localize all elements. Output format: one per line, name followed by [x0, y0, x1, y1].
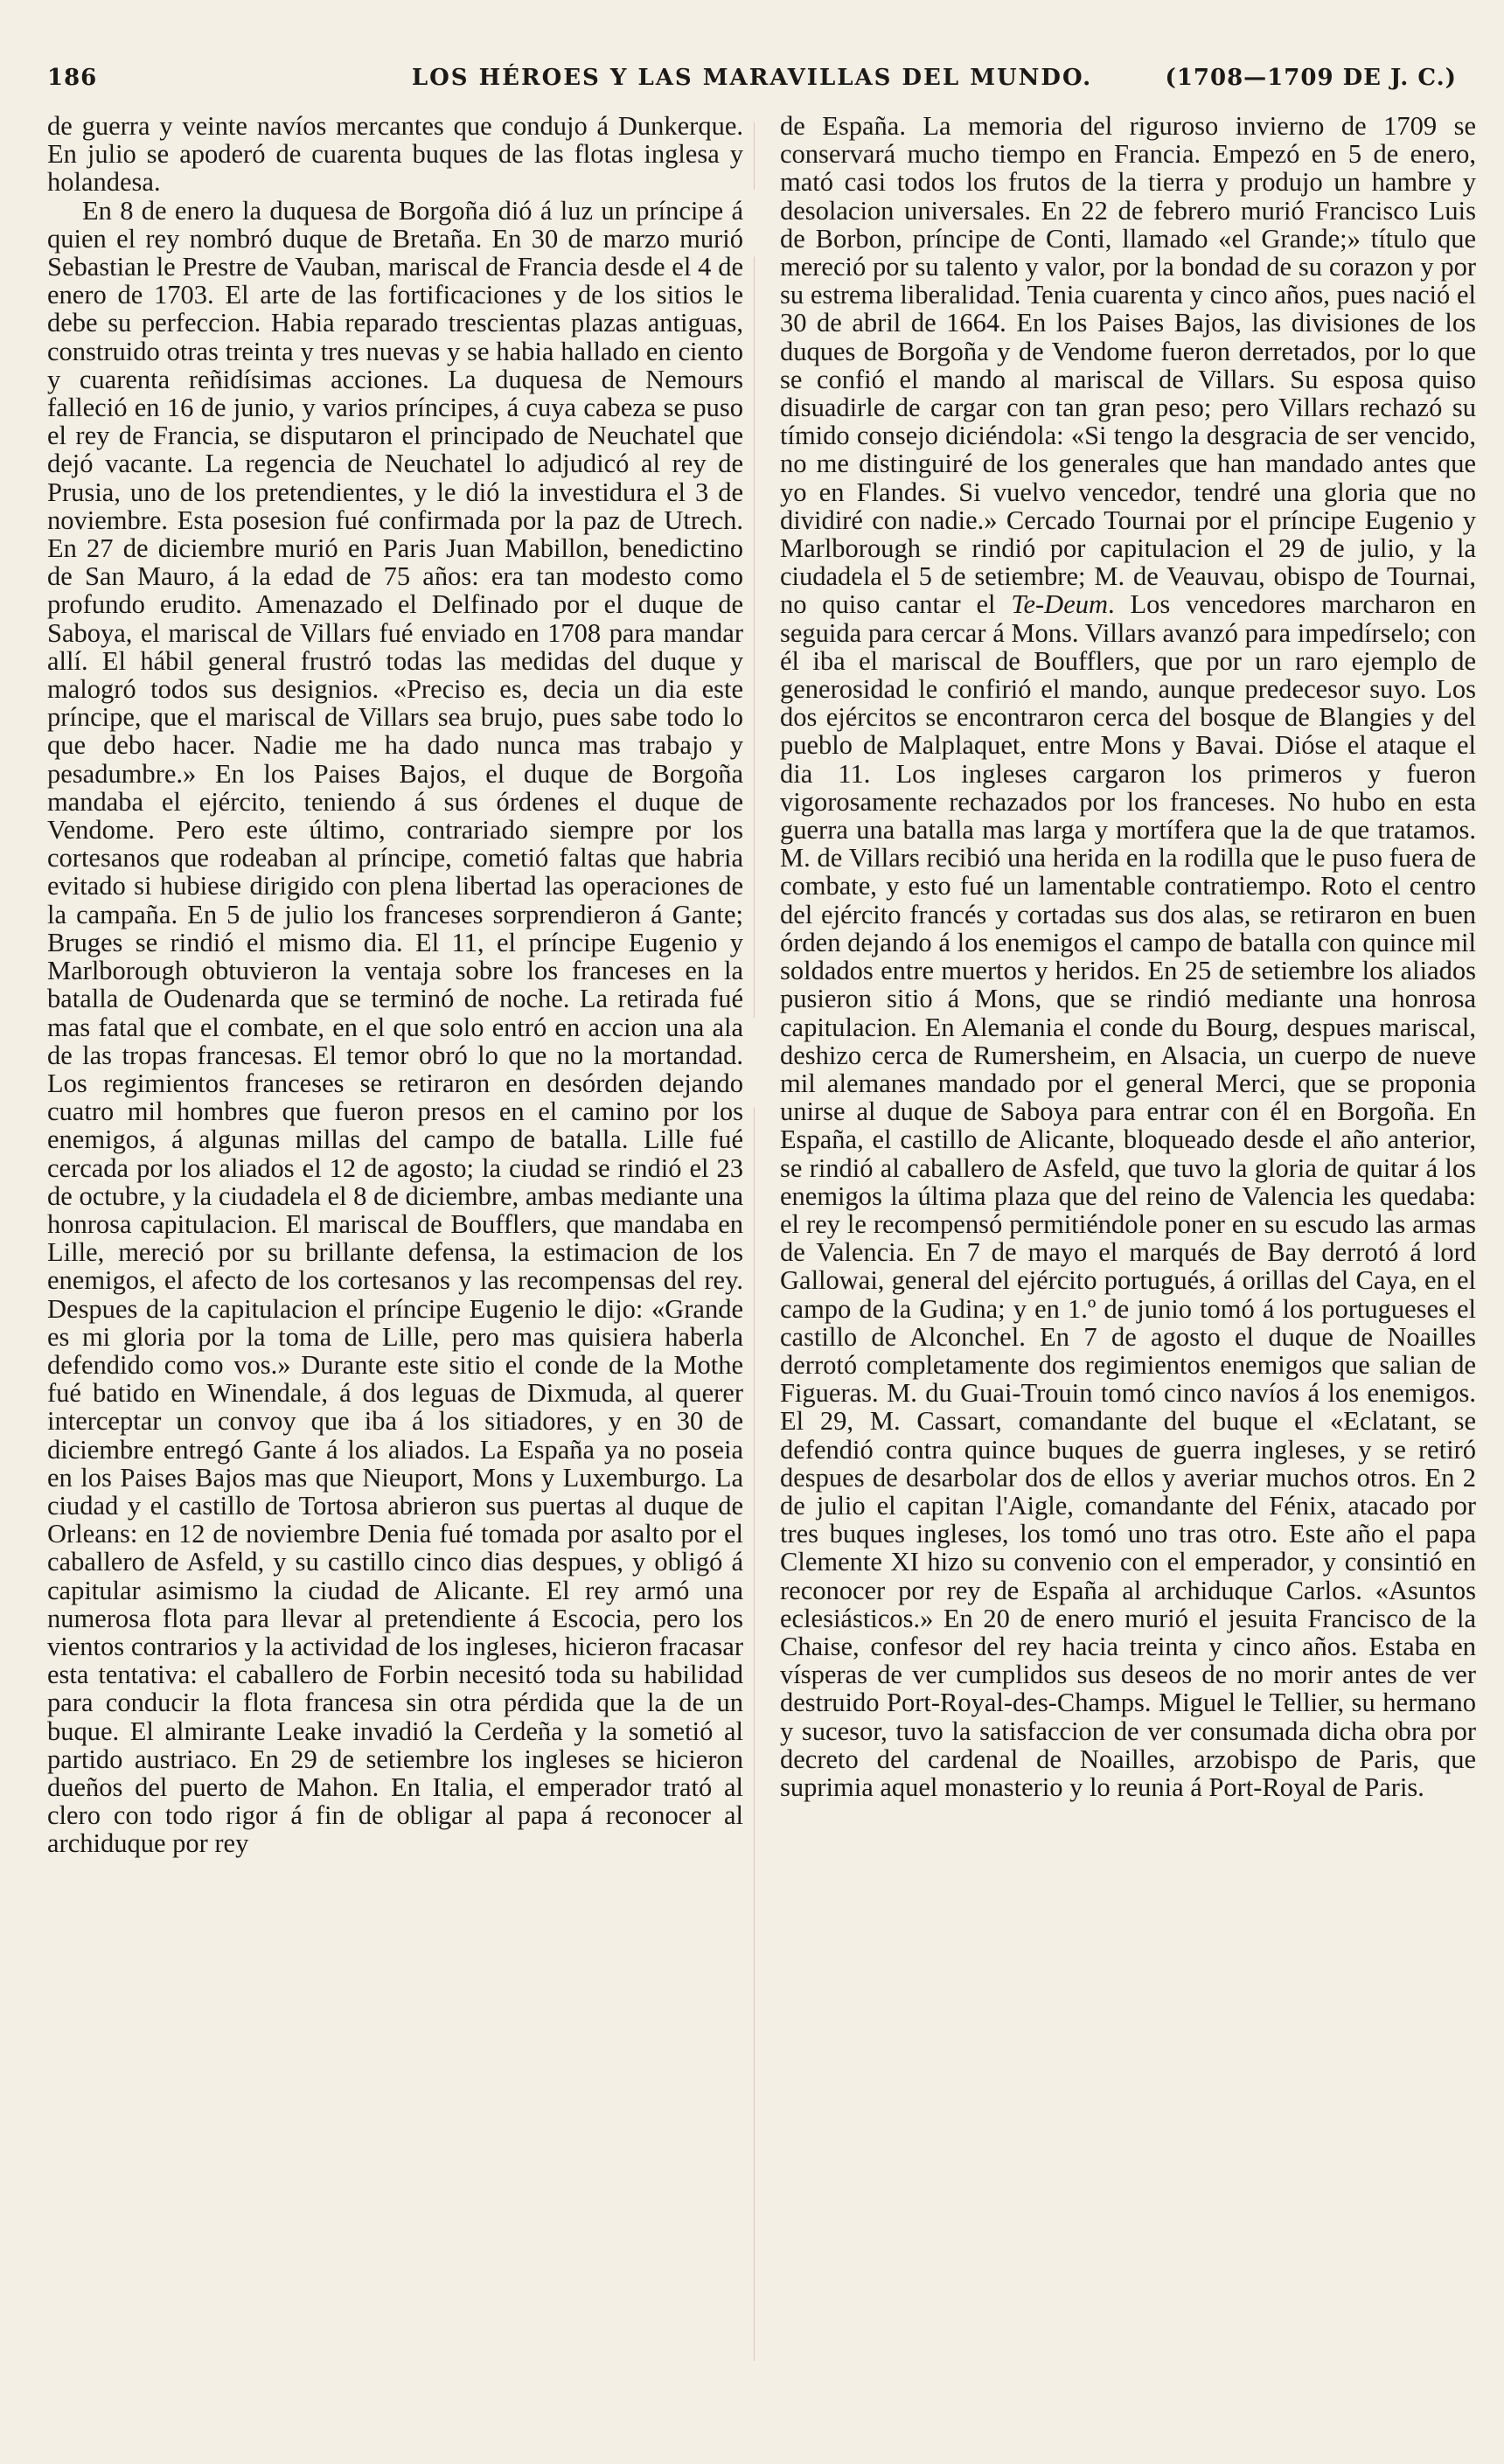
right-paragraph — [780, 112, 1476, 1801]
left-paragraph-continued: de guerra y veinte navíos mercantes que condujo á Dunkerque. En julio se apoderó de cuarenta buques de las flotas inglesa y holandesa. — [47, 111, 743, 198]
left-column — [47, 112, 743, 2420]
running-title: LOS HÉROES Y LAS MARAVILLAS DEL MUNDO. — [411, 65, 1093, 91]
page-header — [47, 59, 1457, 101]
right-text-part-2: . Los vencedores marcharon en seguida para cercar á Mons. Villars avanzó para impedírselo; con él iba el mariscal de Boufflers, que por un raro ejemplo de generosidad le confirió el mando, aunque predecesor suyo. Los dos ejércitos se encontraron cerca del bosque de Blangies y del pueblo de Malplaquet, entre Mons y Bavai. Dióse el ataque el dia 11. Los ingleses cargaron los primeros y fueron vigorosamente rechazados por los franceses. No hubo en esta guerra una batalla mas larga y mortífera que la de que tratamos. M. de Villars recibió una herida en la rodilla que le puso fuera de combate, y esto fué un lamentable contratiempo. Roto el centro del ejército francés y cortadas sus dos alas, se retiraron en buen órden dejando á los enemigos el campo de batalla con quince mil soldados entre muertos y heridos. En 25 de setiembre los aliados pusieron sitio á Mons, que se rindió mediante una honrosa capitulacion. En Alemania el conde du Bourg, despues mariscal, deshizo cerca de Rumersheim, en Alsacia, un cuerpo de nueve mil alemanes mandado por el general Merci, que se proponia unirse al duque de Saboya para entrar con él en Borgoña. En España, el castillo de Alicante, bloqueado desde el año anterior, se rindió al caballero de Asfeld, que tuvo la gloria de quitar á los enemigos la última plaza que del reino de Valencia les quedaba: el rey le recompensó permitiéndole poner en su escudo las armas de Valencia. En 7 de mayo el marqués de Bay derrotó á lord Gallowai, general del ejército portugués, á orillas del Caya, en el campo de la Gudina; y en 1.º de junio tomó á los portugueses el castillo de Alconchel. En 7 de agosto el duque de Noailles derrotó completamente dos regimientos enemigos que salian de Figueras. M. du Guai-Trouin tomó cinco navíos á los enemigos. El 29, M. Cassart, comandante del buque el «Eclatant, se defendió contra quince buques de guerra ingleses, y se retiró despues de desarbolar dos de ellos y averiar muchos otros. En 2 de julio el capitan l'Aigle, comandante del Fénix, atacado por tres buques ingleses, los tomó uno tras otro. Este año el papa Clemente XI hizo su convenio con el emperador, y consintió en reconocer por rey de España al archiduque Carlos. «Asuntos eclesiásticos.» En 20 de enero murió el jesuita Francisco de la Chaise, confesor del rey hacia treinta y cinco años. Estaba en vísperas de ver cumplidos sus deseos de no morir antes de ver destruido Port-Royal-des-Champs. Miguel le Tellier, su hermano y sucesor, tuvo la satisfaccion de ver consumada dicha obra por decreto del cardenal de Noailles, arzobispo de Paris, que suprimia aquel monasterio y lo reunia á Port-Royal de Paris. — [780, 589, 1476, 1802]
date-range: (1708—1709 DE J. C.) — [1165, 65, 1457, 91]
page-number: 186 — [47, 65, 98, 91]
right-column — [780, 112, 1476, 2420]
column-divider — [754, 122, 755, 2361]
left-paragraph-main: En 8 de enero la duquesa de Borgoña dió á luz un príncipe á quien el rey nombró duque de Bretaña. En 30 de marzo murió Sebastian le Prestre de Vauban, mariscal de Francia desde el 4 de enero de 1703. El arte de las fortificaciones y de los sitios le debe su perfeccion. Habia reparado trescientas plazas antiguas, construido otras treinta y tres nuevas y se habia hallado en ciento y cuarenta reñidísimas acciones. La duquesa de Nemours falleció en 16 de junio, y varios príncipes, á cuya cabeza se puso el rey de Francia, se disputaron el principado de Neuchatel que dejó vacante. La regencia de Neuchatel lo adjudicó al rey de Prusia, uno de los pretendientes, y le dió la investidura el 3 de noviembre. Esta posesion fué confirmada por la paz de Utrech. En 27 de diciembre murió en Paris Juan Mabillon, benedictino de San Mauro, á la edad de 75 años: era tan modesto como profundo erudito. Amenazado el Delfinado por el duque de Saboya, el mariscal de Villars fué enviado en 1708 para mandar allí. El hábil general frustró todas las medidas del duque y malogró todos sus designios. «Preciso es, decia un dia este príncipe, que el mariscal de Villars sea brujo, pues sabe todo lo que debo hacer. Nadie me ha dado nunca mas trabajo y pesadumbre.» En los Paises Bajos, el duque de Borgoña mandaba el ejército, teniendo á sus órdenes el duque de Vendome. Pero este último, contrariado siempre por los cortesanos que rodeaban al príncipe, cometió faltas que habria evitado si hubiese dirigido con plena libertad las operaciones de la campaña. En 5 de julio los franceses sorprendieron á Gante; Bruges se rindió el mismo dia. El 11, el príncipe Eugenio y Marlborough obtuvieron la ventaja sobre los franceses en la batalla de Oudenarda que se terminó de noche. La retirada fué mas fatal que el combate, en el que solo entró en accion una ala de las tropas francesas. El temor obró lo que no la mortandad. Los regimientos franceses se retiraron en desórden dejando cuatro mil hombres que fueron presos en el camino por los enemigos, á algunas millas del campo de batalla. Lille fué cercada por los aliados el 12 de agosto; la ciudad se rindió el 23 de octubre, y la ciudadela el 8 de diciembre, ambas mediante una honrosa capitulacion. El mariscal de Boufflers, que mandaba en Lille, mereció por su brillante defensa, la estimacion de los enemigos, el afecto de los cortesanos y las recompensas del rey. Despues de la capitulacion el príncipe Eugenio le dijo: «Grande es mi gloria por la toma de Lille, pero mas quisiera haberla defendido como vos.» Durante este sitio el conde de la Mothe fué batido en Winendale, á dos leguas de Dixmuda, al querer interceptar un convoy que iba á los sitiadores, y en 30 de diciembre entregó Gante á los aliados. La España ya no poseia en los Paises Bajos mas que Nieuport, Mons y Luxemburgo. La ciudad y el castillo de Tortosa abrieron sus puertas al duque de Orleans: en 12 de noviembre Denia fué tomada por asalto por el caballero de Asfeld, y su castillo cinco dias despues, y obligó á capitular asimismo la ciudad de Alicante. El rey armó una numerosa flota para llevar al pretendiente á Escocia, pero los vientos contrarios y la actividad de los ingleses, hicieron fracasar esta tentativa: el caballero de Forbin necesitó toda su habilidad para conducir la flota francesa sin otra pérdida que la de un buque. El almirante Leake invadió la Cerdeña y la sometió al partido austriaco. En 29 de setiembre los ingleses se hicieron dueños del puerto de Mahon. En Italia, el emperador trató al clero con todo rigor á fin de obligar al papa á reconocer al archiduque por rey — [47, 195, 743, 1859]
te-deum-italic: Te-Deum — [1011, 589, 1109, 620]
right-text-part-1: de España. La memoria del riguroso invierno de 1709 se conservará mucho tiempo en Francia. Empezó en 5 de enero, mató casi todos los frutos de la tierra y produjo un hambre y desolacion universales. En 22 de febrero murió Francisco Luis de Borbon, príncipe de Conti, llamado «el Grande;» título que mereció por su talento y valor, por la bondad de su corazon y por su estrema liberalidad. Tenia cuarenta y cinco años, pues nació el 30 de abril de 1664. En los Paises Bajos, las divisiones de los duques de Borgoña y de Vendome fueron derretados, por lo que se confió el mando al mariscal de Villars. Su esposa quiso disuadirle de cargar con tan gran peso; pero Villars rechazó su tímido consejo diciéndola: «Si tengo la desgracia de ser vencido, no me distinguiré de los generales que han mandado antes que yo en Flandes. Si vuelvo vencedor, tendré una gloria que no dividiré con nadie.» Cercado Tournai por el príncipe Eugenio y Marlborough se rindió por capitulacion el 29 de julio, y la ciudadela el 5 de setiembre; M. de Veauvau, obispo de Tournai, no quiso cantar el — [780, 111, 1476, 620]
